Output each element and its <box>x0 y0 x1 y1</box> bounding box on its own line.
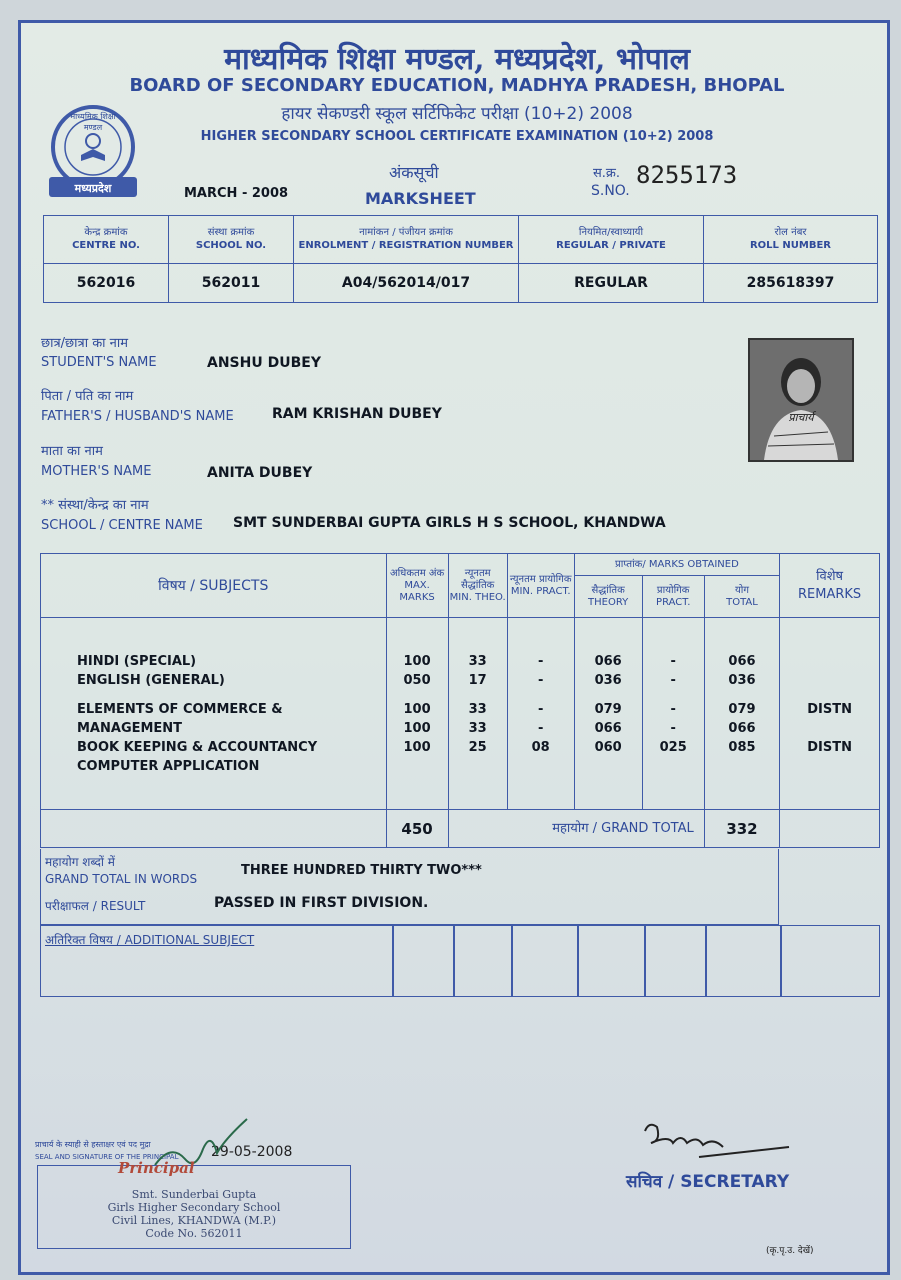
school-name-label: SCHOOL / CENTRE NAME <box>41 518 203 533</box>
session: MARCH - 2008 <box>184 186 289 201</box>
grand-total-label: महायोग / GRAND TOTAL <box>448 810 704 848</box>
board-title-english: BOARD OF SECONDARY EDUCATION, MADHYA PRADESH, BHOPAL <box>129 75 785 96</box>
regular-private-header: नियमित/स्वाध्यायी REGULAR / PRIVATE <box>519 216 704 264</box>
seal-label-english: SEAL AND SIGNATURE OF THE PRINCIPAL <box>35 1153 179 1161</box>
school-name: SMT SUNDERBAI GUPTA GIRLS H S SCHOOL, KHANDWA <box>233 515 666 531</box>
subject-name: COMPUTER APPLICATION <box>77 759 260 774</box>
school-no-value: 562011 <box>169 263 294 302</box>
marks-obtained-header: प्राप्तांक/ MARKS OBTAINED <box>574 554 780 576</box>
exam-title-hindi: हायर सेकण्डरी स्कूल सर्टिफिकेट परीक्षा (10+2) 2008 <box>281 104 633 124</box>
subjects-header: विषय / SUBJECTS <box>41 554 387 618</box>
words-label-hindi: महायोग शब्दों में <box>45 855 115 869</box>
doc-title-english: MARKSHEET <box>365 189 476 208</box>
max-total: 450 <box>386 810 448 848</box>
roll-number-header: रोल नंबर ROLL NUMBER <box>704 216 878 264</box>
seal-top-text: माध्यमिक शिक्षा मण्डल <box>70 112 116 132</box>
board-title-hindi: माध्यमिक शिक्षा मण्डल, मध्यप्रदेश, भोपाल <box>224 42 690 77</box>
words-label-english: GRAND TOTAL IN WORDS <box>45 872 198 886</box>
result: PASSED IN FIRST DIVISION. <box>214 895 429 911</box>
centre-no-value: 562016 <box>44 263 169 302</box>
exam-title-english: HIGHER SECONDARY SCHOOL CERTIFICATE EXAMINATION (10+2) 2008 <box>200 129 714 144</box>
result-label: परीक्षाफल / RESULT <box>45 899 146 913</box>
max-marks-column: 100 050 100 100 100 <box>386 618 448 810</box>
board-seal-icon <box>43 105 143 203</box>
seal-label-hindi: प्राचार्य के स्याही से हस्ताक्षर एवं पद मुद्रा <box>35 1140 151 1149</box>
secretary-label: सचिव / SECRETARY <box>626 1172 790 1192</box>
photo-attestation: प्राचार्य <box>788 411 814 424</box>
min-pract-header: न्यूनतम प्रायोगिक MIN. PRACT. <box>507 554 574 618</box>
subject-name: HINDI (SPECIAL) <box>77 654 197 669</box>
grand-total-in-words: THREE HUNDRED THIRTY TWO*** <box>241 863 482 878</box>
id-table <box>43 215 878 303</box>
additional-subject-label: अतिरिक्त विषय / ADDITIONAL SUBJECT <box>45 933 255 947</box>
sno-label-hindi: स.क्र. <box>593 166 621 181</box>
enrolment-value: A04/562014/017 <box>294 263 519 302</box>
stamp-title: Principal <box>118 1159 195 1177</box>
school-name-label-hindi: ** संस्था/केन्द्र का नाम <box>41 498 149 513</box>
min-theo-column: 33 17 33 33 25 <box>448 618 507 810</box>
please-turn-over: (कृ.पृ.उ. देखें) <box>766 1246 814 1256</box>
sno-label-english: S.NO. <box>591 183 630 199</box>
stamp-line: Code No. 562011 <box>145 1227 243 1240</box>
stamp-line: Civil Lines, KHANDWA (M.P.) <box>111 1214 277 1227</box>
marksheet <box>18 20 890 1275</box>
stamp-line: Girls Higher Secondary School <box>107 1201 281 1214</box>
student-name: ANSHU DUBEY <box>207 355 321 371</box>
theory-header: सैद्धांतिक THEORY <box>574 576 642 618</box>
words-result-box <box>40 849 779 925</box>
pract-header: प्रायोगिक PRACT. <box>642 576 704 618</box>
pract-column: - - - - 025 <box>642 618 704 810</box>
stamp-line: Smt. Sunderbai Gupta <box>131 1188 257 1201</box>
subject-name: ENGLISH (GENERAL) <box>77 673 225 688</box>
seal-bottom-text: मध्यप्रदेश <box>74 182 112 195</box>
secretary-signature-icon <box>639 1117 799 1171</box>
doc-title-hindi: अंकसूची <box>389 163 439 182</box>
theory-column: 066 036 079 066 060 <box>574 618 642 810</box>
remarks-column: DISTN DISTN <box>780 618 880 810</box>
remarks-header: विशेष REMARKS <box>780 554 880 618</box>
school-no-header: संस्था क्रमांक SCHOOL NO. <box>169 216 294 264</box>
min-pract-column: - - - - 08 <box>507 618 574 810</box>
student-photo <box>748 338 854 462</box>
total-header: योग TOTAL <box>704 576 779 618</box>
marks-table <box>40 553 880 848</box>
subject-name: BOOK KEEPING & ACCOUNTANCY <box>77 740 318 755</box>
min-theo-header: न्यूनतम सैद्धांतिक MIN. THEO. <box>448 554 507 618</box>
principal-stamp <box>37 1159 351 1249</box>
mother-name-label-hindi: माता का नाम <box>41 444 103 459</box>
subject-names <box>41 618 387 810</box>
centre-no-header: केन्द्र क्रमांक CENTRE NO. <box>44 216 169 264</box>
grand-total: 332 <box>704 810 779 848</box>
father-name: RAM KRISHAN DUBEY <box>272 406 442 422</box>
total-column: 066 036 079 066 085 <box>704 618 779 810</box>
father-name-label-hindi: पिता / पति का नाम <box>41 389 134 404</box>
issue-date: 29-05-2008 <box>211 1144 293 1160</box>
serial-number: 8255173 <box>636 161 738 189</box>
subject-name: ELEMENTS OF COMMERCE & MANAGEMENT <box>77 702 283 736</box>
student-name-label: STUDENT'S NAME <box>41 355 157 370</box>
father-name-label: FATHER'S / HUSBAND'S NAME <box>41 409 234 424</box>
student-name-label-hindi: छात्र/छात्रा का नाम <box>41 336 129 351</box>
roll-number-value: 285618397 <box>704 263 878 302</box>
max-marks-header: अधिकतम अंक MAX. MARKS <box>386 554 448 618</box>
regular-private-value: REGULAR <box>519 263 704 302</box>
enrolment-header: नामांकन / पंजीयन क्रमांक ENROLMENT / REGISTRATION NUMBER <box>294 216 519 264</box>
mother-name: ANITA DUBEY <box>207 465 313 481</box>
mother-name-label: MOTHER'S NAME <box>41 464 152 479</box>
